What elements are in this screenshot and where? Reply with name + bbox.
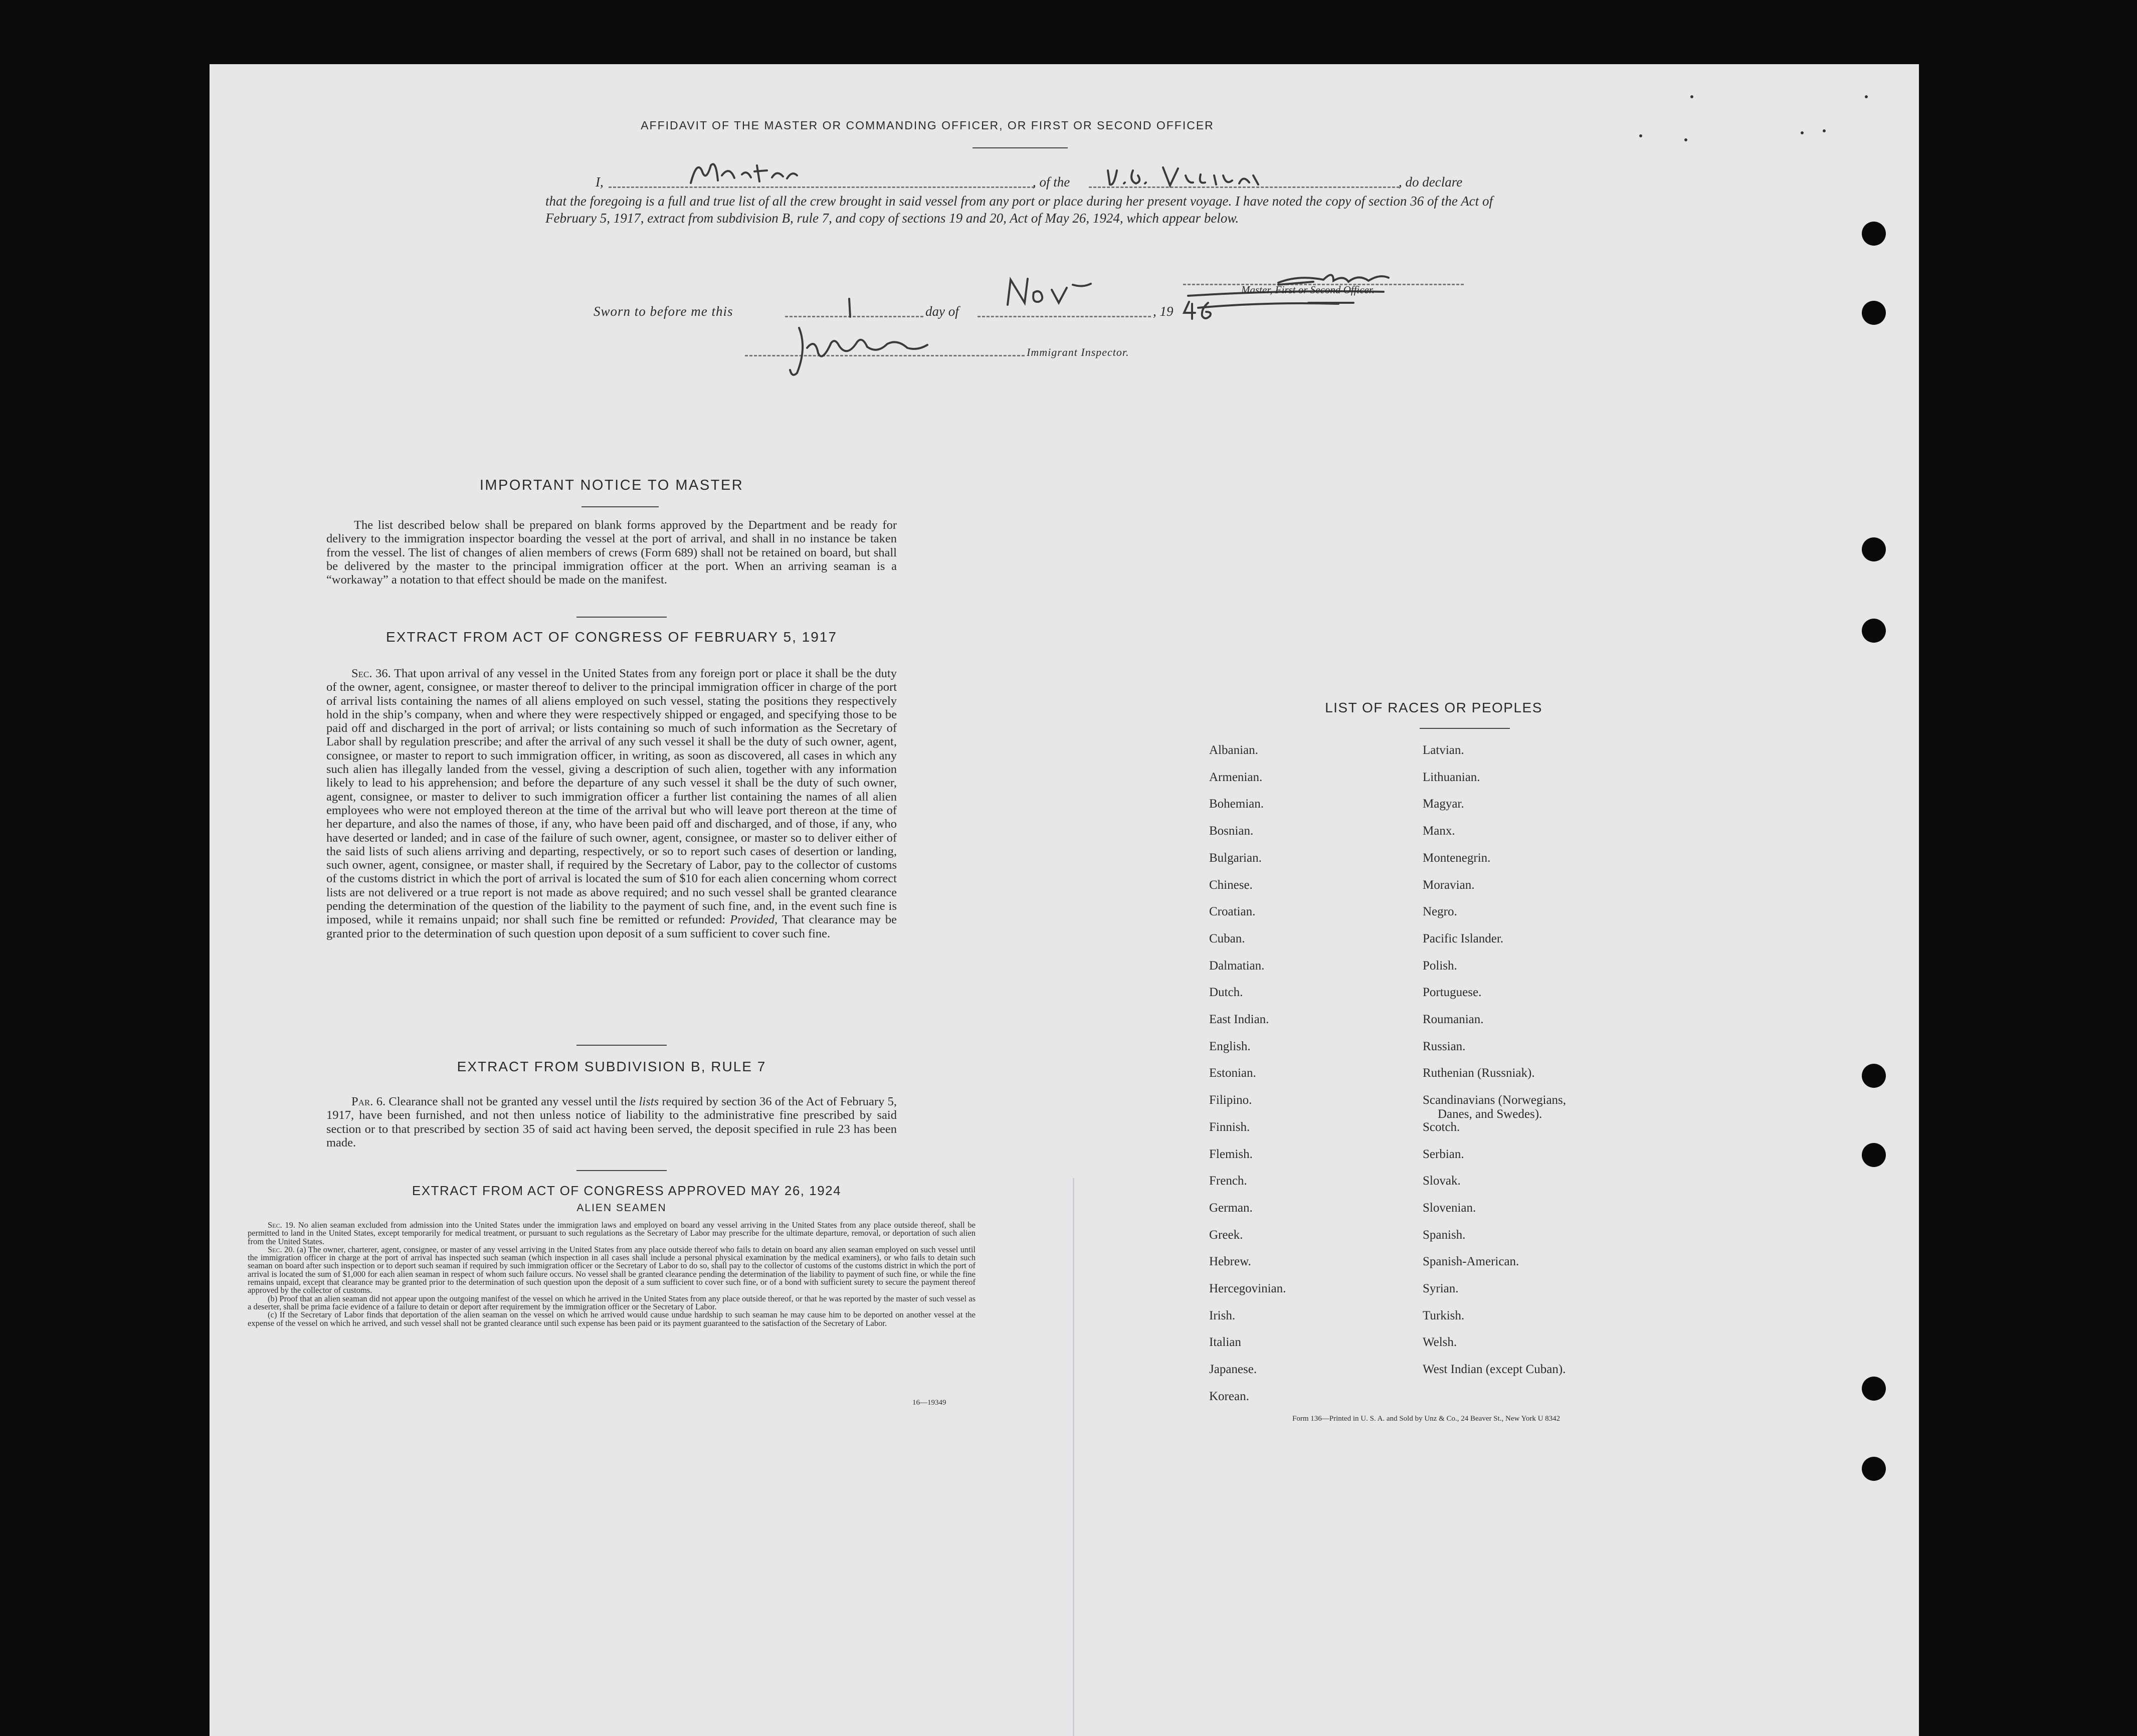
- punch-hole: [1862, 1143, 1886, 1167]
- sec-19-text: [248, 1221, 976, 1246]
- race-item: Moravian.: [1423, 878, 1475, 892]
- name-blank: [609, 186, 1035, 188]
- race-item: Dalmatian.: [1209, 958, 1265, 973]
- punch-hole: [1862, 1377, 1886, 1401]
- race-item: German.: [1209, 1201, 1253, 1215]
- inspector-label: Immigrant Inspector.: [1027, 346, 1129, 358]
- rule7-text: [326, 1095, 897, 1149]
- affidavit-line-i: I,: [596, 174, 604, 189]
- race-item: Chinese.: [1209, 878, 1253, 892]
- race-item: West Indian (except Cuban).: [1423, 1363, 1566, 1377]
- race-item: Scandinavians (Norwegians,: [1423, 1093, 1567, 1107]
- sec-36-text: That upon arrival of any vessel in the United States from any foreign port or place it shall be the duty of the owner, agent, consignee, or master thereof to deliver to the principal immigration officer in charge of the port of arrival lists containing the names of all aliens employed on such vessel, stating the positions they respectively hold in the ship’s company, when and where they were respectively shipped or engaged, and specifying those to be paid off and discharged in the port of arrival; or lists containing so much of such information as the Secretary of Labor shall by regulation prescribe; and after the arrival of any such vessel it shall be the duty of such owner, agent, consignee, or master to report to such immigration officer, in writing, as soon as discovered, all cases in which any such alien has illegally landed from the vessel, giving a description of such alien, together with any information likely to lead to his apprehension; and before the departure of any such vessel it shall be the duty of such owner, agent, consignee, or master to deliver to such immigration officer a further list containing the names of all alien employees who were not employed thereon at the time of the arrival but who will leave port thereon at the time of her departure, and also the names of those, if any, who have been paid off and discharged, and of those, if any, who have deserted or landed; and in case of the failure of such owner, agent, consignee, or master so to deliver either of the said lists of such aliens arriving and departing, respectively, or so to report such cases of desertion or landing, such owner, agent, consignee, or master shall, if required by the Secretary of Labor, pay to the collector of customs of the customs district in which the port of arrival is located the sum of $10 for each alien concerning whom correct lists are not delivered or a true report is not made as above required; and no such vessel shall be granted clearance pending the determination of the question of the liability to the payment of such fine, and, in the event such fine is imposed, while it remains unpaid; nor shall such fine be remitted or refunded:: [326, 667, 897, 927]
- punch-hole: [1862, 1457, 1886, 1481]
- race-item: Greek.: [1209, 1228, 1243, 1242]
- sec-20-label: Sec. 20.: [268, 1244, 295, 1254]
- act-1924-title: EXTRACT FROM ACT OF CONGRESS APPROVED MAY 26, 1924: [412, 1183, 842, 1198]
- race-item: Italian: [1209, 1335, 1241, 1349]
- race-item: French.: [1209, 1174, 1247, 1188]
- sworn-prefix: Sworn to before me this: [594, 304, 733, 319]
- divider: [1420, 728, 1510, 729]
- rule7-title: EXTRACT FROM SUBDIVISION B, RULE 7: [457, 1059, 766, 1074]
- race-item: Slovak.: [1423, 1174, 1461, 1188]
- race-item: Korean.: [1209, 1389, 1249, 1403]
- sec-20a-text: [248, 1246, 976, 1295]
- race-item: Polish.: [1423, 958, 1457, 973]
- race-item: Danes, and Swedes).: [1438, 1107, 1542, 1121]
- affidavit-heading: AFFIDAVIT OF THE MASTER OR COMMANDING OFFICER, OR FIRST OR SECOND OFFICER: [641, 119, 1214, 132]
- paper-speck: [1865, 95, 1868, 98]
- sec-19-label: Sec. 19.: [268, 1220, 296, 1230]
- race-item: Portuguese.: [1423, 986, 1482, 1000]
- race-item: Irish.: [1209, 1308, 1236, 1322]
- paper-speck: [1639, 134, 1642, 137]
- race-item: Armenian.: [1209, 770, 1263, 784]
- sec-36-label: Sec. 36.: [351, 667, 391, 680]
- act-1917-title: EXTRACT FROM ACT OF CONGRESS OF FEBRUARY 5, 1917: [386, 629, 837, 645]
- race-item: Turkish.: [1423, 1308, 1465, 1322]
- punch-hole: [1862, 619, 1886, 643]
- race-item: Croatian.: [1209, 905, 1256, 919]
- race-item: Japanese.: [1209, 1363, 1257, 1377]
- divider: [576, 1170, 667, 1171]
- sec-20a-content: (a) The owner, charterer, agent, consignee, or master of any vessel arriving in the United States from any place outside thereof who fails to detain on board any alien seaman employed on such vessel until the immigration officer in charge at the port of arrival has inspected such seaman (which inspection in all cases shall include a personal physical examination by the medical examiners), or who fails to detain such seaman on board after such inspection or to deport such seaman if required by such immigration officer or the Secretary of Labor to do so, shall pay to the collector of customs of the customs district in which the port of arrival is located the sum of $1,000 for each alien seaman in respect of whom such failure occurs. No vessel shall be granted clearance pending the determination of the liability to payment of such fine, or while the fine remains unpaid, except that clearance may be granted prior to the determination of such question upon the deposit of a sum sufficient to cover such fine, or of a bond with sufficient surety to secure the payment thereof approved by the collector of customs.: [248, 1244, 976, 1295]
- sec-20b-text: (b) Proof that an alien seaman did not appear upon the outgoing manifest of the vessel on which he arrived in the United States from any place outside thereof, or that he was reported by the master of such vessel as a deserter, shall be prima facie evidence of a failure to detain or deport after requirement by the immigration officer or the Secretary of Labor.: [248, 1293, 976, 1311]
- paper-speck: [1690, 95, 1693, 98]
- punch-hole: [1862, 537, 1886, 561]
- race-item: East Indian.: [1209, 1013, 1269, 1026]
- paper-speck: [1684, 138, 1687, 141]
- paper-speck: [1801, 131, 1804, 134]
- race-item: Filipino.: [1209, 1093, 1252, 1107]
- divider: [581, 506, 659, 507]
- affidavit-declaration: that the foregoing is a full and true list of all the crew brought in said vessel from any port or place during her present voyage. I have noted the copy of section 36 of the Act of February 5, 1917, extract from subdivision B, rule 7, and copy of sections 19 and 20, Act of May 26, 1924, which appear below.: [545, 194, 1493, 226]
- race-item: English.: [1209, 1039, 1251, 1053]
- affidavit-of-the: , of the: [1033, 174, 1070, 189]
- race-item: Scotch.: [1423, 1120, 1460, 1134]
- divider: [576, 1045, 667, 1046]
- page-fold-line: [1073, 1178, 1074, 1736]
- master-signature-label: Master, First or Second Officer.: [1241, 284, 1375, 296]
- sec-36-text-end: That clearance may be granted prior to the determination of such question upon deposit of a sum sufficient to cover such fine.: [326, 913, 897, 940]
- race-item: Roumanian.: [1423, 1013, 1484, 1026]
- race-item: Magyar.: [1423, 797, 1464, 811]
- races-title: LIST OF RACES OR PEOPLES: [1325, 700, 1542, 715]
- punch-hole: [1862, 1064, 1886, 1088]
- race-item: Latvian.: [1423, 743, 1464, 757]
- act-1924-subtitle: ALIEN SEAMEN: [576, 1202, 667, 1214]
- race-item: Cuban.: [1209, 931, 1245, 945]
- notice-title: IMPORTANT NOTICE TO MASTER: [479, 477, 744, 493]
- race-item: Dutch.: [1209, 986, 1243, 1000]
- divider: [576, 617, 667, 618]
- rule7-text-b: required by section 36 of the Act of February 5, 1917, have been furnished, and not then unless notice of liability to the administrative fine prescribed by said section or to that prescribed by section 35 of said act having been served, the deposit specified in rule 23 has been made.: [326, 1095, 897, 1149]
- race-item: Bosnian.: [1209, 824, 1254, 838]
- race-item: Bulgarian.: [1209, 851, 1262, 865]
- race-item: Lithuanian.: [1423, 770, 1480, 784]
- act-1924-body: [248, 1221, 976, 1327]
- act-1917-text: [326, 667, 897, 940]
- notice-text: [326, 518, 897, 587]
- race-item: Slovenian.: [1423, 1201, 1476, 1215]
- race-item: Russian.: [1423, 1039, 1466, 1053]
- race-item: Hercegovinian.: [1209, 1282, 1286, 1295]
- sworn-year-prefix: , 19: [1153, 304, 1174, 319]
- punch-hole: [1862, 301, 1886, 325]
- race-item: Serbian.: [1423, 1147, 1464, 1161]
- punch-hole: [1862, 222, 1886, 246]
- par-6-label: Par. 6.: [351, 1095, 386, 1108]
- race-item: Manx.: [1423, 824, 1455, 838]
- notice-text-content: The list described below shall be prepared on blank forms approved by the Department and be ready for delivery to the immigration inspector boarding the vessel at the port of arrival, and shall in no instance be taken from the vessel. The list of changes of alien members of crews (Form 689) shall not be retained on board, but shall be delivered by the master to the principal immigration officer at the port. When an arriving seaman is a “workaway” a notation to that effect should be made on the manifest.: [326, 518, 897, 587]
- rule7-text-a: Clearance shall not be granted any vessel until the: [388, 1095, 636, 1108]
- race-item: Albanian.: [1209, 743, 1258, 757]
- inspector-signature: [787, 318, 947, 383]
- race-item: Spanish.: [1423, 1228, 1466, 1242]
- lists-word: lists: [639, 1095, 659, 1108]
- handwritten-month: [1003, 275, 1098, 315]
- race-item: Welsh.: [1423, 1335, 1457, 1349]
- sec-20c-text: (c) If the Secretary of Labor finds that deportation of the alien seaman on the vessel on which he arrived would cause undue hardship to such seaman he may cause him to be deported on another vessel at the expense of the vessel on which he arrived, and such vessel shall not be granted clearance until such expense has been paid or its payment guaranteed to the satisfaction of the Secretary of Labor.: [248, 1310, 976, 1328]
- affidavit-do-declare: , do declare: [1399, 174, 1463, 189]
- race-item: Hebrew.: [1209, 1255, 1251, 1269]
- race-item: Syrian.: [1423, 1282, 1459, 1295]
- divider: [973, 147, 1068, 148]
- printer-footer: Form 136—Printed in U. S. A. and Sold by Unz & Co., 24 Beaver St., New York U 8342: [1292, 1415, 1561, 1423]
- race-item: Finnish.: [1209, 1120, 1250, 1134]
- sworn-day-label: day of: [925, 304, 959, 319]
- race-item: Montenegrin.: [1423, 851, 1491, 865]
- paper-speck: [1823, 129, 1826, 132]
- race-item: Bohemian.: [1209, 797, 1264, 811]
- form-code: 16—19349: [912, 1399, 946, 1407]
- race-item: Pacific Islander.: [1423, 931, 1504, 945]
- race-item: Estonian.: [1209, 1066, 1256, 1080]
- provided-label: Provided,: [730, 913, 778, 927]
- race-item: Ruthenian (Russniak).: [1423, 1066, 1535, 1080]
- month-blank: [978, 316, 1151, 317]
- race-item: Spanish-American.: [1423, 1255, 1519, 1269]
- handwritten-day: [842, 297, 857, 319]
- handwritten-vessel: [1103, 160, 1283, 190]
- sec-19-content: No alien seaman excluded from admission into the United States under the immigration laws and employed on board any vessel arriving in the United States from any place outside thereof, shall be permitted to land in the United States, except temporarily for medical treatment, or pursuant to such regulations as the Secretary of Labor may prescribe for the ultimate departure, removal, or deportation of such alien from the United States.: [248, 1220, 976, 1246]
- race-item: Negro.: [1423, 905, 1457, 919]
- race-item: Flemish.: [1209, 1147, 1253, 1161]
- handwritten-name: [687, 155, 817, 190]
